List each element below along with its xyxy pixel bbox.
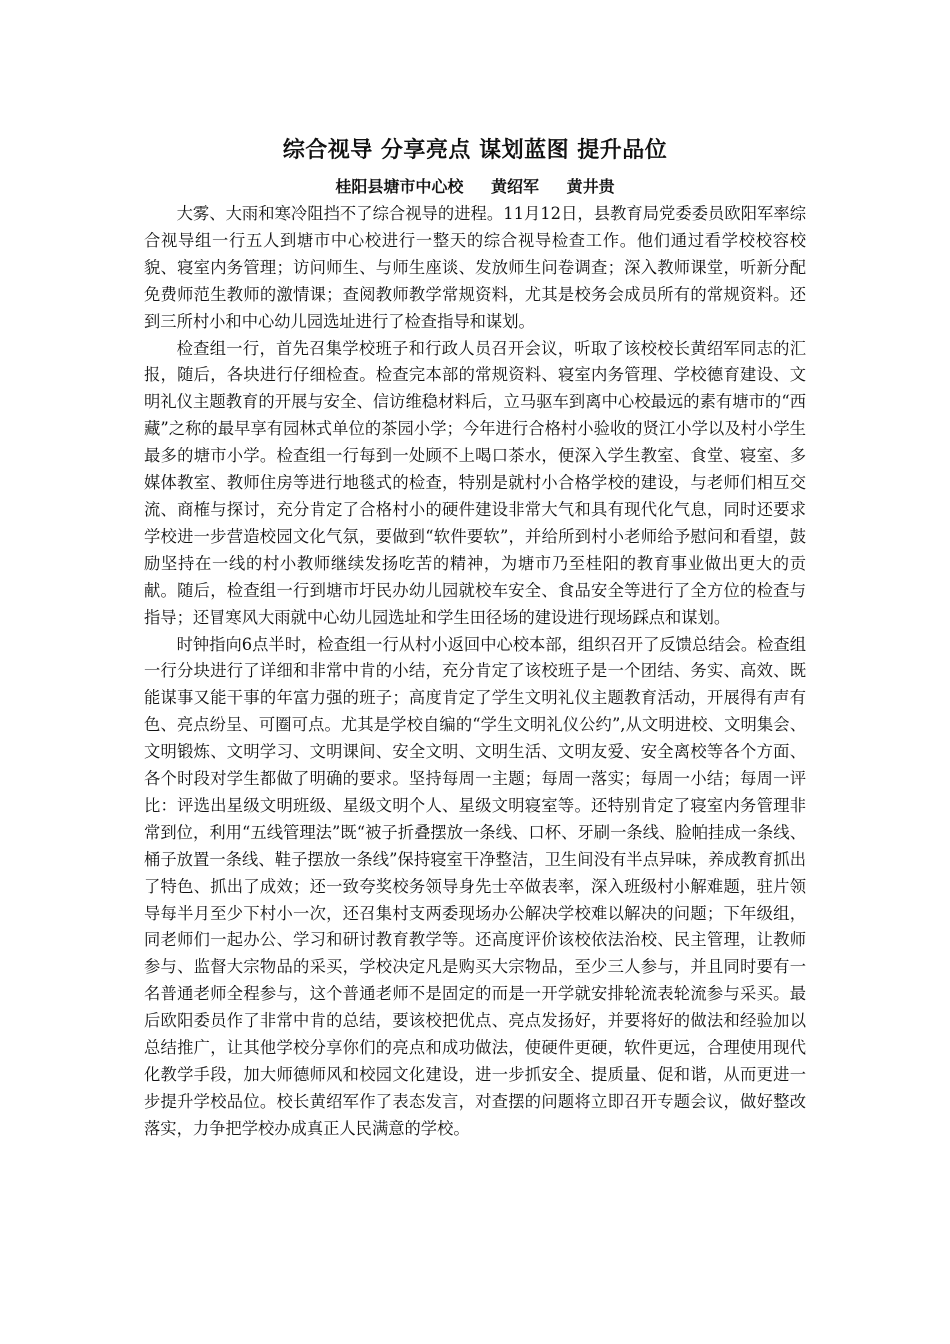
byline-school: 桂阳县塘市中心校: [335, 177, 464, 196]
byline-author-1: 黄绍军: [490, 177, 539, 196]
body-paragraph-3: 时钟指向6点半时，检查组一行从村小返回中心校本部，组织召开了反馈总结会。检查组一行分块进行了详细和非常中肯的小结，充分肯定了该校班子是一个团结、务实、高效、既能谋事又能干事的年富力强的班子；高度肯定了学生文明礼仪主题教育活动，开展得有声有色、亮点纷呈、可圈可点。尤其是学校自编的“学生文明礼仪公约”,从文明进校、文明集会、文明锻炼、文明学习、文明课间、安全文明、文明生活、文明友爱、安全离校等各个方面、各个时段对学生都做了明确的要求。坚持每周一主题；每周一落实；每周一小结；每周一评比：评选出星级文明班级、星级文明个人、星级文明寝室等。还特别肯定了寝室内务管理非常到位，利用“五线管理法”既“被子折叠摆放一条线、口杯、牙刷一条线、脸帕挂成一条线、桶子放置一条线、鞋子摆放一条线”保持寝室干净整洁，卫生间没有半点异味，养成教育抓出了特色、抓出了成效；还一致夸奖校务领导身先士卒做表率，深入班级村小解难题，驻片领导每半月至少下村小一次，还召集村支两委现场办公解决学校难以解决的问题；下年级组，同老师们一起办公、学习和研讨教育教学等。还高度评价该校依法治校、民主管理，让教师参与、监督大宗物品的采买，学校决定凡是购买大宗物品，至少三人参与，并且同时要有一名普通老师全程参与，这个普通老师不是固定的而是一开学就安排轮流表轮流参与采买。最后欧阳委员作了非常中肯的总结，要该校把优点、亮点发扬好，并要将好的做法和经验加以总结推广，让其他学校分享你们的亮点和成功做法，使硬件更硬，软件更远，合理使用现代化教学手段，加大师德师风和校园文化建设，进一步抓安全、提质量、促和谐，从而更进一步提升学校品位。校长黄绍军作了表态发言，对查摆的问题将立即召开专题会议，做好整改落实，力争把学校办成真正人民满意的学校。: [144, 634, 806, 1138]
body-paragraph-2: 检查组一行，首先召集学校班子和行政人员召开会议，听取了该校校长黄绍军同志的汇报，随后，各块进行仔细检查。检查完本部的常规资料、寝室内务管理、学校德育建设、文明礼仪主题教育的开展与安全、信访维稳材料后，立马驱车到离中心校最远的素有塘市的“西藏”之称的最早享有园林式单位的茶园小学；今年进行合格村小验收的贤江小学以及村小学生最多的塘市小学。检查组一行每到一处顾不上喝口茶水，便深入学生教室、食堂、寝室、多媒体教室、教师住房等进行地毯式的检查，特别是就村小合格学校的建设，与老师们相互交流、商榷与探讨，充分肯定了合格村小的硬件建设非常大气和具有现代化气息，同时还要求学校进一步营造校园文化气氛，要做到“软件要软”，并给所到村小老师给予慰问和看望，鼓励坚持在一线的村小教师继续发扬吃苦的精神，为塘市乃至桂阳的教育事业做出更大的贡献。随后，检查组一行到塘市圩民办幼儿园就校车安全、食品安全等进行了全方位的检查与指导；还冒寒风大雨就中心幼儿园选址和学生田径场的建设进行现场踩点和谋划。: [144, 338, 806, 627]
body-paragraph-1: 大雾、大雨和寒冷阻挡不了综合视导的进程。11月12日，县教育局党委委员欧阳军率综合视导组一行五人到塘市中心校进行一整天的综合视导检查工作。他们通过看学校校容校貌、寝室内务管理；访问师生、与师生座谈、发放师生问卷调查；深入教师课堂，听新分配免费师范生教师的激情课；查阅教师教学常规资料，尤其是校务会成员所有的常规资料。还到三所村小和中心幼儿园选址进行了检查指导和谋划。: [144, 204, 806, 331]
document-byline: [144, 173, 806, 201]
byline-author-2: 黄井贵: [566, 177, 615, 196]
document-title: 综合视导 分享亮点 谋划蓝图 提升品位: [282, 138, 668, 163]
document-page: [144, 133, 806, 1143]
